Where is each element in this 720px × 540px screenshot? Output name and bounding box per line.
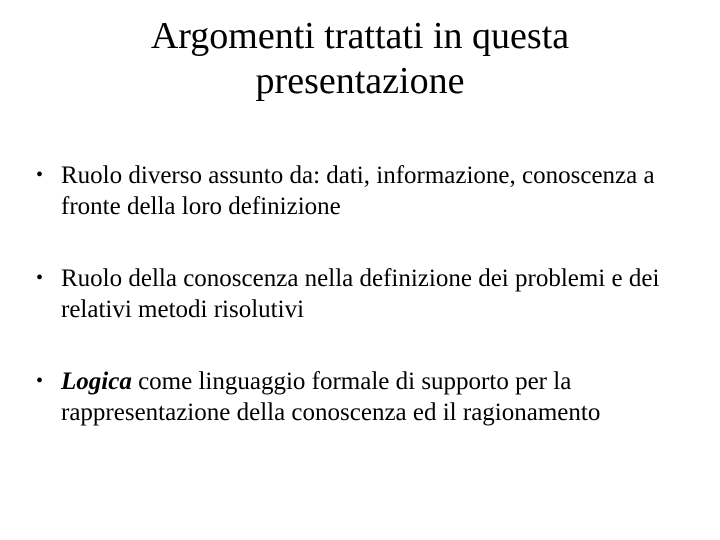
bullet-emphasis-logica: Logica — [61, 368, 132, 395]
slide-title-line-1: Argomenti trattati in questa — [150, 15, 570, 57]
bullet-marker: • — [36, 164, 44, 186]
slide-title-line-2: presentazione — [255, 60, 465, 102]
bullet-marker: • — [36, 370, 44, 392]
bullet-list — [36, 160, 706, 469]
bullet-text-rest: come linguaggio formale di supporto per la rappresentazione della conoscenza ed il ragionamento — [61, 368, 601, 426]
bullet-text: Ruolo della conoscenza nella definizione dei problemi e dei relativi metodi risolutivi — [61, 265, 660, 323]
slide-title — [0, 14, 720, 104]
bullet-text — [61, 366, 706, 428]
bullet-text: Ruolo diverso assunto da: dati, informazione, conoscenza a fronte della loro definizione — [61, 162, 655, 220]
bullet-item-knowledge-role — [36, 263, 706, 325]
bullet-marker: • — [36, 267, 44, 289]
bullet-item-data-information-knowledge — [36, 160, 706, 222]
bullet-item-logic — [36, 366, 706, 428]
